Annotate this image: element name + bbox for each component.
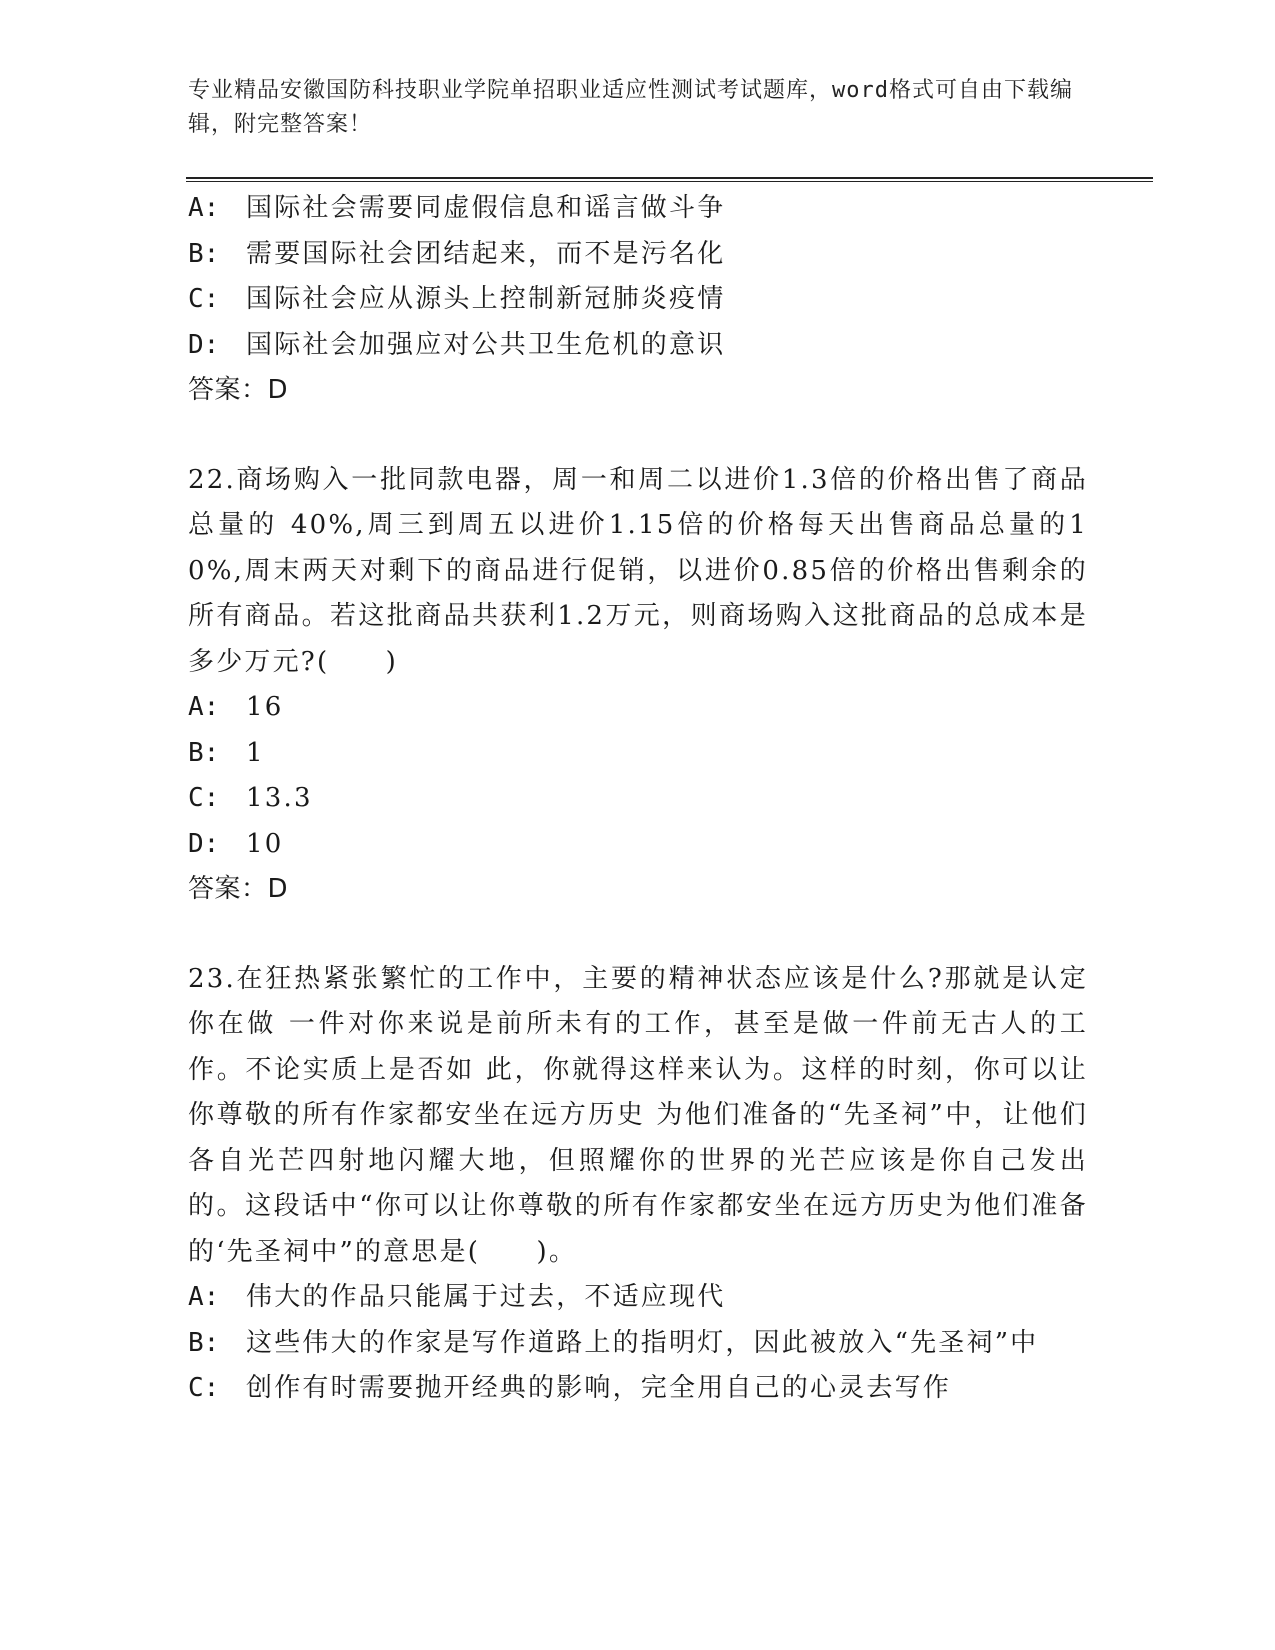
option-a xyxy=(188,1275,1088,1321)
option-d xyxy=(188,822,1088,868)
option-letter: A: xyxy=(188,692,220,722)
option-text: 这些伟大的作家是写作道路上的指明灯，因此被放入“先圣祠”中 xyxy=(246,1327,1039,1358)
option-text: 创作有时需要抛开经典的影响，完全用自己的心灵去写作 xyxy=(246,1373,952,1403)
option-a xyxy=(188,186,1088,232)
option-letter: D: xyxy=(188,828,220,859)
option-text: 国际社会需要同虚假信息和谣言做斗争 xyxy=(246,193,726,223)
spacer xyxy=(188,913,1088,957)
option-letter: C: xyxy=(188,783,220,813)
spacer xyxy=(188,414,1088,458)
option-text: 1 xyxy=(246,737,265,768)
option-text: 伟大的作品只能属于过去，不适应现代 xyxy=(246,1282,726,1312)
option-letter: B: xyxy=(188,1327,220,1358)
option-text: 国际社会应从源头上控制新冠肺炎疫情 xyxy=(246,284,726,314)
option-text: 10 xyxy=(246,828,284,859)
answer-line: 答案：D xyxy=(188,375,289,405)
option-d xyxy=(188,323,1088,369)
option-text: 国际社会加强应对公共卫生危机的意识 xyxy=(246,329,726,360)
option-text: 13.3 xyxy=(246,783,313,813)
option-b xyxy=(188,232,1088,278)
option-letter: D: xyxy=(188,329,220,360)
question-stem: 22.商场购入一批同款电器，周一和周二以进价1.3倍的价格出售了商品总量的 40%,周三到周五以进价1.15倍的价格每天出售商品总量的10%,周末两天对剩下的商品进行促销，以进价0.85倍的价格出售剩余的所有商品。若这批商品共获利1.2万元，则商场购入这批商品的总成本是多少万元?( ) xyxy=(188,464,1088,677)
option-text: 16 xyxy=(246,692,284,722)
header-divider xyxy=(186,177,1153,182)
question-23 xyxy=(188,957,1088,1412)
option-letter: B: xyxy=(188,238,220,269)
question-stem: 23.在狂热紧张繁忙的工作中，主要的精神状态应该是什么?那就是认定你在做 一件对你来说是前所未有的工作，甚至是做一件前无古人的工作。不论实质上是否如 此，你就得这样来认为。这样的时刻，你可以让你尊敬的所有作家都安坐在远方历史 为他们准备的“先圣祠”中，让他们各自光芒四射地闪耀大地，但照耀你的世界的光芒应该是你自己发出的。这段话中“你可以让你尊敬的所有作家都安坐在远方历史为他们准备的‘先圣祠中”的意思是( )。 xyxy=(188,963,1088,1267)
page-header: 专业精品安徽国防科技职业学院单招职业适应性测试考试题库，word格式可自由下载编辑，附完整答案！ xyxy=(188,78,1073,137)
option-c xyxy=(188,776,1088,822)
option-b xyxy=(188,731,1088,777)
option-letter: B: xyxy=(188,737,220,768)
option-a xyxy=(188,685,1088,731)
option-letter: C: xyxy=(188,1373,220,1403)
option-text: 需要国际社会团结起来，而不是污名化 xyxy=(246,238,726,269)
question-22 xyxy=(188,458,1088,913)
answer-line: 答案：D xyxy=(188,874,289,904)
option-b xyxy=(188,1321,1088,1367)
document-body xyxy=(188,186,1088,1412)
option-c xyxy=(188,1366,1088,1412)
option-letter: A: xyxy=(188,1282,220,1312)
option-letter: C: xyxy=(188,284,220,314)
option-c xyxy=(188,277,1088,323)
question-21-options xyxy=(188,186,1088,414)
option-letter: A: xyxy=(188,193,220,223)
